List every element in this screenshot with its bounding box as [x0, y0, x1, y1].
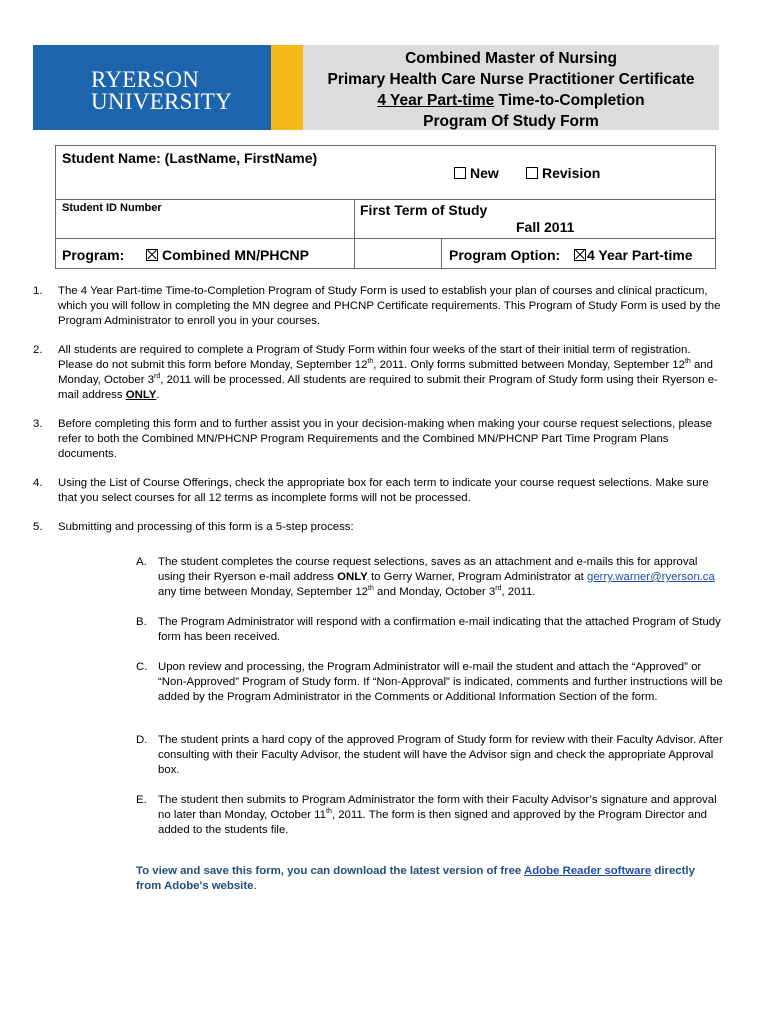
step-text: The student completes the course request selections, saves as an attachment and e-mails this for approval using their Ryerson e-mail address [158, 556, 698, 583]
step-text: and Monday, October 3 [373, 586, 496, 598]
revision-checkbox[interactable] [526, 167, 538, 179]
program-option-label: Program Option: [449, 247, 561, 263]
step-letter: D. [136, 734, 148, 746]
item-text: . [156, 389, 160, 401]
step-letter: E. [136, 794, 147, 806]
adobe-reader-link[interactable]: Adobe Reader software [524, 865, 652, 877]
item-text: and Monday, October 3 [58, 359, 713, 386]
logo-line1: RYERSON [91, 67, 200, 92]
ordinal-suffix: th [367, 358, 374, 366]
form-title [303, 45, 719, 130]
emphasis-only: ONLY [337, 571, 368, 583]
title-line2: Primary Health Care Nurse Practitioner Certificate [327, 71, 695, 88]
header-banner [33, 45, 719, 130]
email-link[interactable]: gerry.warner@ryerson.ca [587, 571, 715, 583]
title-line4: Program Of Study Form [423, 113, 599, 130]
emphasis-only: ONLY [125, 389, 157, 401]
ordinal-suffix: rd [495, 585, 502, 593]
step-d [33, 733, 723, 778]
step-text: , 2011. The form is then signed and approved by the Program Director and added to the students file. [158, 809, 707, 836]
item-text: , 2011. Only forms submitted between Monday, September 12 [373, 359, 685, 371]
ordinal-suffix: th [326, 808, 332, 816]
divider [56, 238, 715, 239]
instruction-5 [33, 520, 723, 535]
step-text: , 2011. [501, 586, 536, 598]
logo-gold-stripe [271, 45, 303, 130]
ryerson-logo [33, 45, 271, 130]
step-letter: C. [136, 661, 148, 673]
program-option-part-time[interactable] [574, 247, 693, 263]
item-text: The 4 Year Part-time Time-to-Completion Program of Study Form is used to establish your plan of courses and clinical practicum, which you will follow in completing the MN degree and PHCNP Certificate requirements. This Program of Study Form is used by the Program Administrator to enroll you in your courses. [58, 285, 721, 327]
revision-label: Revision [542, 165, 601, 181]
item-text: All students are required to complete a Program of Study Form within four weeks of the start of their initial term of registration. Please do not submit this form before Monday, September 12 [58, 344, 691, 371]
first-term-label: First Term of Study [360, 202, 488, 218]
divider [441, 238, 442, 269]
title-line3 [303, 90, 719, 111]
ordinal-suffix: th [684, 358, 691, 366]
new-label: New [470, 165, 499, 181]
title-line1: Combined Master of Nursing [405, 50, 617, 67]
student-id-label: Student ID Number [62, 202, 162, 214]
instruction-1 [33, 284, 723, 329]
program-label: Program: [62, 247, 125, 263]
program-value: Combined MN/PHCNP [162, 247, 309, 263]
logo-text [91, 69, 232, 113]
step-a [33, 555, 723, 600]
program-option-checkbox-checked[interactable] [574, 249, 586, 261]
step-text: The student then submits to Program Administrator the form with their Faculty Advisor’s signature and approval no later than Monday, October 11 [158, 794, 717, 821]
item-text: Submitting and processing of this form is a 5-step process: [58, 521, 354, 533]
step-text: any time between Monday, September 12 [158, 586, 369, 598]
student-name-label: Student Name: (LastName, FirstName) [62, 150, 318, 166]
step-text: Upon review and processing, the Program Administrator will e-mail the student and attach the “Approved” or “Non-Approved” Program of Study form. If “Non-Approval” is indicated, comments and further instructions will be added by the Program Administrator in the Comments or Additional Information Section of the form. [158, 661, 723, 703]
title-underlined: 4 Year Part-time [377, 92, 495, 109]
program-checkbox-checked[interactable] [146, 249, 158, 261]
adobe-reader-note [136, 864, 723, 894]
step-letter: A. [136, 556, 147, 568]
footer-period: . [253, 880, 257, 892]
footer-text: directly from Adobe's website [136, 865, 695, 892]
item-text: Before completing this form and to further assist you in your decision-making when making your course request selections, please refer to both the Combined MN/PHCNP Program Requirements and the Combined MN/PHCNP Part Time Program Plans documents. [58, 418, 713, 460]
divider [354, 199, 355, 269]
step-text: to Gerry Warner, Program Administrator at [367, 571, 588, 583]
item-number: 2. [33, 344, 43, 356]
step-letter: B. [136, 616, 147, 628]
step-text: The Program Administrator will respond with a confirmation e-mail indicating that the attached Program of Study form has been received. [158, 616, 721, 643]
logo-line2: UNIVERSITY [91, 89, 232, 114]
title-line3-rest: Time-to-Completion [494, 92, 645, 109]
step-c [33, 660, 723, 705]
revision-option[interactable] [526, 165, 600, 181]
step-b [33, 615, 723, 645]
instruction-2 [33, 343, 723, 403]
ordinal-suffix: rd [154, 373, 161, 381]
item-number: 1. [33, 285, 43, 297]
item-number: 3. [33, 418, 43, 430]
program-option-value: 4 Year Part-time [587, 247, 693, 263]
divider [56, 199, 715, 200]
item-number: 5. [33, 521, 43, 533]
student-info-box [55, 145, 716, 269]
item-text: , 2011 will be processed. All students are required to submit their Program of Study form using their Ryerson e-mail address [58, 374, 718, 401]
program-option-combined[interactable] [146, 247, 309, 263]
step-text: The student prints a hard copy of the approved Program of Study form for review with their Faculty Advisor. After consulting with their Faculty Advisor, the student will have the Advisor sign and check the appropriate Approval box. [158, 734, 723, 776]
new-option[interactable] [454, 165, 499, 181]
item-number: 4. [33, 477, 43, 489]
footer-text: To view and save this form, you can download the latest version of free [136, 865, 524, 877]
instructions [33, 284, 723, 894]
instruction-4 [33, 476, 723, 506]
first-term-value: Fall 2011 [516, 219, 575, 235]
ordinal-suffix: th [368, 585, 374, 593]
instruction-3 [33, 417, 723, 462]
new-checkbox[interactable] [454, 167, 466, 179]
item-text: Using the List of Course Offerings, check the appropriate box for each term to indicate your course request selections. Make sure that you select courses for all 12 terms as incomplete forms will not be processed. [58, 477, 709, 504]
step-e [33, 793, 723, 838]
